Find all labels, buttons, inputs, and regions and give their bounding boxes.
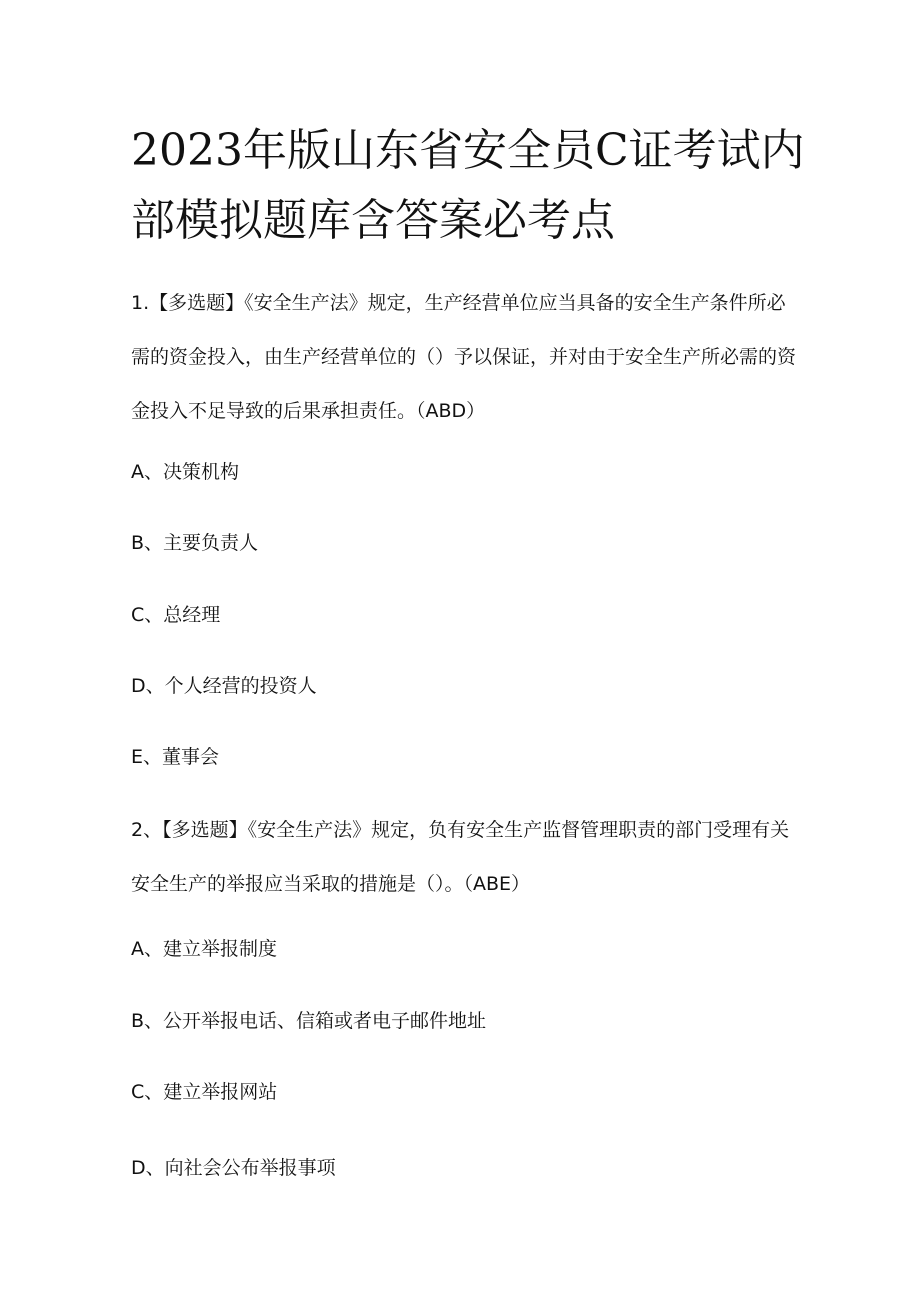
question-1-option-b: B、主要负责人 (131, 532, 259, 554)
question-2-option-d: D、向社会公布举报事项 (131, 1157, 336, 1179)
question-1-option-d: D、个人经营的投资人 (131, 675, 317, 697)
question-2-stem: 2、【多选题】《安全生产法》规定，负有安全生产监督管理职责的部门受理有关安全生产的举报应当采取的措施是（）。（ABE） (131, 819, 790, 895)
question-1-option-a: A、决策机构 (131, 461, 239, 483)
question-2-option-a: A、建立举报制度 (131, 938, 277, 960)
question-2-option-b: B、公开举报电话、信箱或者电子邮件地址 (131, 1010, 487, 1032)
question-1-stem: 1.【多选题】《安全生产法》规定，生产经营单位应当具备的安全生产条件所必需的资金投入，由生产经营单位的（）予以保证，并对由于安全生产所必需的资金投入不足导致的后果承担责任。（ABD） (131, 292, 797, 422)
question-1-option-e: E、董事会 (131, 746, 220, 768)
question-2-option-c: C、建立举报网站 (131, 1081, 278, 1103)
question-1-option-c: C、总经理 (131, 604, 221, 626)
document-title: 2023年版山东省安全员C证考试内部模拟题库含答案必考点 (131, 125, 805, 246)
